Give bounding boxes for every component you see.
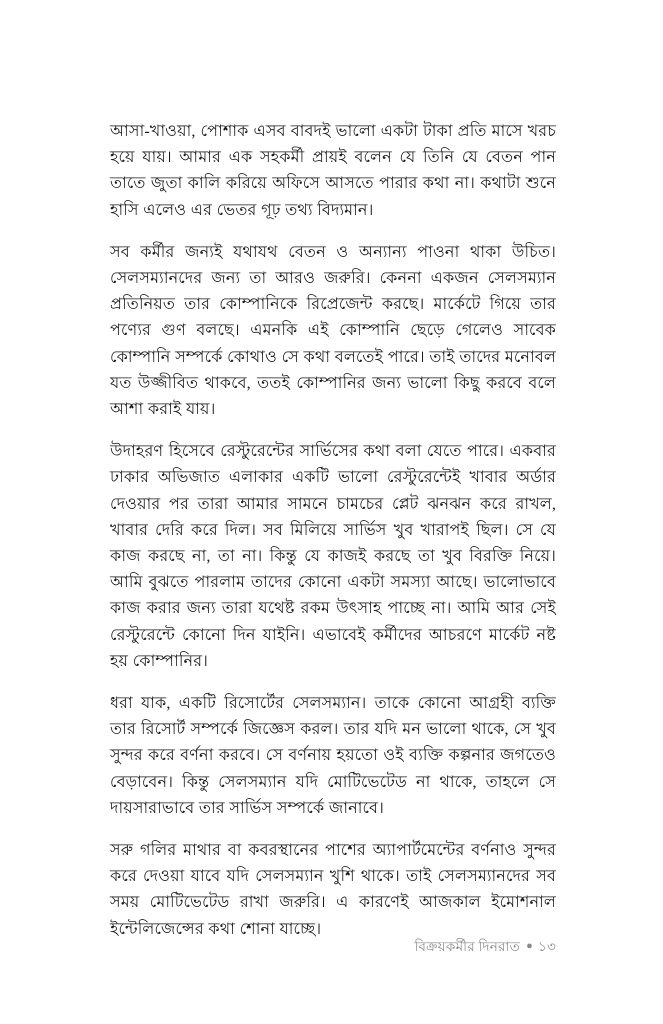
body-paragraph-3: উদাহরণ হিসেবে রেস্টুরেন্টের সার্ভিসের কথা বলা যেতে পারে। একবার ঢাকার অভিজাত এলাকার একটি ভালো রেস্টুরেন্টেই খাবার অর্ডার দেওয়ার পর তারা আমার সামনে চামচের প্লেট ঝনঝন করে রাখল, খাবার দেরি করে দিল। সব মিলিয়ে সার্ভিস খুব খারাপই ছিল। সে যে কাজ করছে না, তা না। কিন্তু যে কাজই করছে তা খুব বিরক্তি নিয়ে। আমি বুঝতে পারলাম তাদের কোনো একটা সমস্যা আছে। ভালোভাবে কাজ করার জন্য তারা যথেষ্ট রকম উৎসাহ পাচ্ছে না। আমি আর সেই রেস্টুরেন্টে কোনো দিন যাইনি। এভাবেই কর্মীদের আচরণে মার্কেট নষ্ট হয় কোম্পানির। (110, 442, 556, 670)
body-paragraph-2: সব কর্মীর জন্যই যথাযথ বেতন ও অন্যান্য পাওনা থাকা উচিত। সেলসম্যানদের জন্য তা আরও জরুরি। কেননা একজন সেলসম্যান প্রতিনিয়ত তার কোম্পানিকে রিপ্রেজেন্ট করছে। মার্কেটে গিয়ে তার পণ্যের গুণ বলছে। এমনকি এই কোম্পানি ছেড়ে গেলেও সাবেক কোম্পানি সম্পর্কে কোথাও সে কথা বলতেই পারে। তাই তাদের মনোবল যত উজ্জীবিত থাকবে, ততই কোম্পানির জন্য ভালো কিছু করবে বলে আশা করাই যায়। (110, 242, 556, 419)
body-paragraph-4: ধরা যাক, একটি রিসোর্টের সেলসম্যান। তাকে কোনো আগ্রহী ব্যক্তি তার রিসোর্ট সম্পর্কে জিজ্ঞেস করল। তার যদি মন ভালো থাকে, সে খুব সুন্দর করে বর্ণনা করবে। সে বর্ণনায় হয়তো ওই ব্যক্তি কল্পনার জগতেও বেড়াবেন। কিন্তু সেলসম্যান যদি মোটিভেটেড না থাকে, তাহলে সে দায়সারাভাবে তার সার্ভিস সম্পর্কে জানাবে। (110, 694, 556, 817)
body-paragraph-5: সরু গলির মাথার বা কবরস্থানের পাশের অ্যাপার্টমেন্টের বর্ণনাও সুন্দর করে দেওয়া যাবে যদি সেলসম্যান খুশি থাকে। তাই সেলসম্যানদের সব সময় মোটিভেটেড রাখা জরুরি। এ কারণেই আজকাল ইমোশনাল ইন্টেলিজেন্সের কথা শোনা যাচ্ছে। (110, 841, 556, 938)
body-paragraph-1: আসা-খাওয়া, পোশাক এসব বাবদই ভালো একটা টাকা প্রতি মাসে খরচ হয়ে যায়। আমার এক সহকর্মী প্রায়ই বলেন যে তিনি যে বেতন পান তাতে জুতা কালি করিয়ে অফিসে আসতে পারার কথা না। কথাটা শুনে হাসি এলেও এর ভেতর গূঢ় তথ্য বিদ্যমান। (110, 122, 556, 219)
page-text-column (110, 118, 556, 942)
footer-separator-bullet-icon: ● (526, 940, 533, 952)
footer-running-title: বিক্রয়কর্মীর দিনরাত (414, 939, 521, 954)
footer-page-number: ১৩ (537, 939, 556, 954)
page-footer (110, 936, 556, 957)
